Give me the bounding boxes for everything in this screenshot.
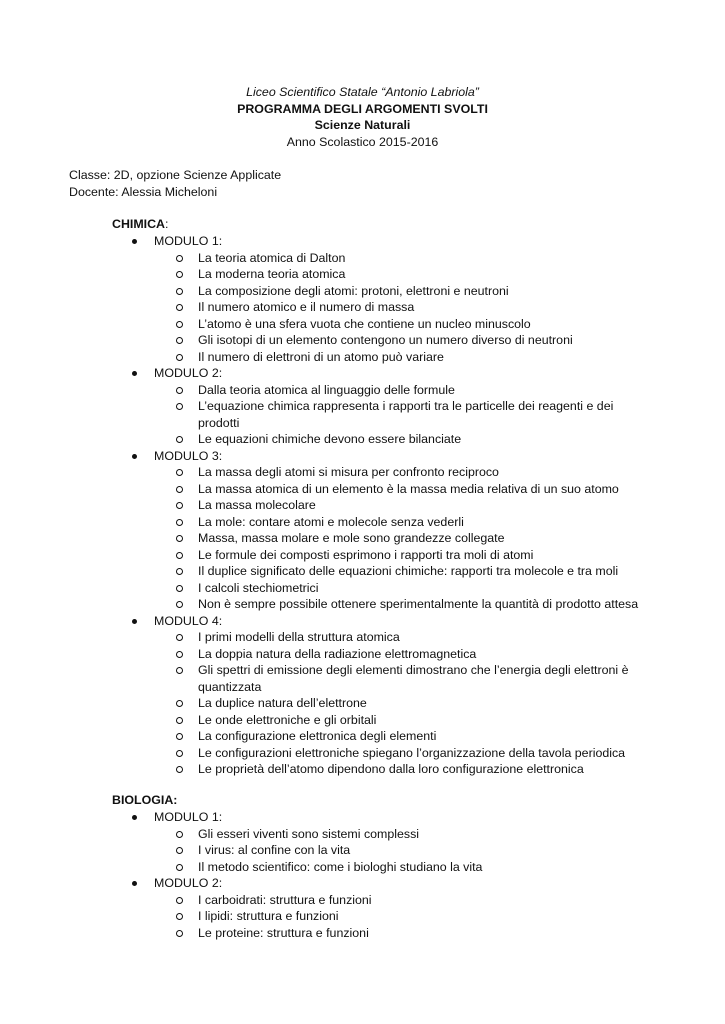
topic-text: Il duplice significato delle equazioni chimiche: rapporti tra molecole e tra moli	[198, 564, 619, 578]
topic-item	[0, 892, 725, 909]
topic-text: Massa, massa molare e mole sono grandezze collegate	[198, 531, 505, 545]
module-label: MODULO 1:	[154, 234, 223, 248]
topic-text: Le equazioni chimiche devono essere bilanciate	[198, 432, 462, 446]
bullet-icon	[132, 371, 137, 376]
topic-text: Gli spettri di emissione degli elementi dimostrano che l’energia degli elettroni è quantizzata	[198, 663, 629, 694]
topic-item	[0, 299, 725, 316]
module-row	[0, 875, 725, 892]
chimica-heading-colon: :	[165, 217, 169, 231]
topic-text: L’atomo è una sfera vuota che contiene un nucleo minuscolo	[198, 316, 531, 331]
topic-text: I virus: al confine con la vita	[198, 843, 351, 857]
topic-item	[0, 842, 725, 859]
topic-item	[0, 547, 725, 564]
topic-text: La massa molecolare	[198, 498, 316, 512]
topic-item	[0, 332, 725, 349]
circle-bullet-icon	[176, 847, 183, 854]
topic-text: La configurazione elettronica degli elementi	[198, 729, 437, 743]
topic-text: I primi modelli della struttura atomica	[198, 630, 400, 644]
topic-item	[0, 464, 725, 481]
topic-item	[0, 316, 725, 333]
topic-item	[0, 925, 725, 942]
topic-item	[0, 596, 725, 613]
circle-bullet-icon	[176, 750, 183, 757]
circle-bullet-icon	[176, 733, 183, 740]
school-year: Anno Scolastico 2015-2016	[286, 134, 439, 149]
circle-bullet-icon	[176, 321, 183, 328]
chimica-module-list	[0, 233, 725, 778]
module-label: MODULO 2:	[154, 366, 223, 380]
topic-item	[0, 745, 725, 762]
circle-bullet-icon	[176, 436, 183, 443]
topic-item	[0, 250, 725, 267]
topic-text: La moderna teoria atomica	[198, 267, 346, 281]
circle-bullet-icon	[176, 387, 183, 394]
topic-item	[0, 497, 725, 514]
module-row	[0, 365, 725, 382]
topic-text: Le formule dei composti esprimono i rapporti tra moli di atomi	[198, 547, 534, 562]
document-title: PROGRAMMA DEGLI ARGOMENTI SVOLTI	[237, 101, 488, 116]
topic-item	[0, 580, 725, 597]
circle-bullet-icon	[176, 717, 183, 724]
topic-text: La doppia natura della radiazione elettromagnetica	[198, 646, 477, 661]
topic-item	[0, 431, 725, 448]
bullet-icon	[132, 454, 137, 459]
topic-text: La composizione degli atomi: protoni, elettroni e neutroni	[198, 283, 509, 298]
topic-text: Il numero di elettroni di un atomo può variare	[198, 349, 444, 364]
topic-item	[0, 530, 725, 547]
circle-bullet-icon	[176, 255, 183, 262]
circle-bullet-icon	[176, 766, 183, 773]
topic-item	[0, 283, 725, 300]
module-label: MODULO 1:	[154, 810, 223, 824]
circle-bullet-icon	[176, 601, 183, 608]
topic-text: L’equazione chimica rappresenta i rapporti tra le particelle dei reagenti e dei prodotti	[198, 399, 614, 430]
topic-text: Le onde elettroniche e gli orbitali	[198, 712, 377, 727]
topic-text: Non è sempre possibile ottenere sperimentalmente la quantità di prodotto attesa	[198, 597, 639, 611]
bullet-icon	[132, 881, 137, 886]
topic-item	[0, 662, 725, 695]
topic-text: Le configurazioni elettroniche spiegano l’organizzazione della tavola periodica	[198, 745, 626, 760]
topic-text: Gli isotopi di un elemento contengono un numero diverso di neutroni	[198, 333, 573, 347]
topic-item	[0, 826, 725, 843]
circle-bullet-icon	[176, 535, 183, 542]
topic-text: La duplice natura dell’elettrone	[198, 696, 367, 710]
topic-item	[0, 695, 725, 712]
topic-text: La mole: contare atomi e molecole senza vederli	[198, 514, 464, 529]
circle-bullet-icon	[176, 519, 183, 526]
module-row	[0, 809, 725, 826]
topic-text: I lipidi: struttura e funzioni	[198, 909, 339, 923]
module-row	[0, 448, 725, 465]
topic-item	[0, 382, 725, 399]
document-header	[0, 84, 725, 150]
biologia-module-list	[0, 809, 725, 941]
circle-bullet-icon	[176, 469, 183, 476]
topic-item	[0, 712, 725, 729]
circle-bullet-icon	[176, 700, 183, 707]
topic-item	[0, 908, 725, 925]
module-row	[0, 233, 725, 250]
class-info	[69, 167, 281, 200]
circle-bullet-icon	[176, 930, 183, 937]
topic-item	[0, 349, 725, 366]
biologia-heading-label: BIOLOGIA:	[112, 793, 178, 807]
topic-text: La massa atomica di un elemento è la massa media relativa di un suo atomo	[198, 481, 619, 496]
module-label: MODULO 3:	[154, 448, 223, 463]
module-label: MODULO 4:	[154, 613, 223, 628]
topic-item	[0, 761, 725, 778]
circle-bullet-icon	[176, 304, 183, 311]
circle-bullet-icon	[176, 486, 183, 493]
topic-text: Le proteine: struttura e funzioni	[198, 925, 369, 940]
class-line: Classe: 2D, opzione Scienze Applicate	[69, 168, 282, 182]
chimica-heading-label: CHIMICA	[112, 217, 165, 231]
circle-bullet-icon	[176, 568, 183, 575]
topic-text: Il numero atomico e il numero di massa	[198, 300, 415, 314]
topic-item	[0, 859, 725, 876]
topic-text: I calcoli stechiometrici	[198, 580, 319, 595]
topic-item	[0, 481, 725, 498]
topic-item	[0, 728, 725, 745]
subject-name: Scienze Naturali	[314, 118, 411, 132]
circle-bullet-icon	[176, 337, 183, 344]
circle-bullet-icon	[176, 897, 183, 904]
circle-bullet-icon	[176, 913, 183, 920]
topic-item	[0, 266, 725, 283]
bullet-icon	[132, 239, 137, 244]
module-label: MODULO 2:	[154, 876, 223, 890]
circle-bullet-icon	[176, 354, 183, 361]
circle-bullet-icon	[176, 651, 183, 658]
topic-text: Gli esseri viventi sono sistemi complessi	[198, 826, 420, 841]
circle-bullet-icon	[176, 634, 183, 641]
bullet-icon	[132, 815, 137, 820]
topic-item	[0, 629, 725, 646]
circle-bullet-icon	[176, 864, 183, 871]
school-name: Liceo Scientifico Statale “Antonio Labriola”	[246, 85, 479, 99]
topic-item	[0, 514, 725, 531]
topic-item	[0, 398, 725, 431]
circle-bullet-icon	[176, 552, 183, 559]
circle-bullet-icon	[176, 403, 183, 410]
chimica-heading	[112, 216, 168, 233]
topic-text: Dalla teoria atomica al linguaggio delle formule	[198, 382, 455, 397]
circle-bullet-icon	[176, 288, 183, 295]
circle-bullet-icon	[176, 831, 183, 838]
topic-text: La massa degli atomi si misura per confronto reciproco	[198, 465, 499, 479]
topic-text: Il metodo scientifico: come i biologhi studiano la vita	[198, 859, 483, 874]
topic-text: Le proprietà dell’atomo dipendono dalla loro configurazione elettronica	[198, 762, 584, 776]
circle-bullet-icon	[176, 271, 183, 278]
circle-bullet-icon	[176, 502, 183, 509]
topic-text: La teoria atomica di Dalton	[198, 250, 346, 265]
topic-item	[0, 646, 725, 663]
topic-text: I carboidrati: struttura e funzioni	[198, 892, 372, 907]
teacher-line: Docente: Alessia Micheloni	[69, 184, 218, 199]
module-row	[0, 613, 725, 630]
bullet-icon	[132, 619, 137, 624]
biologia-heading	[112, 792, 177, 809]
circle-bullet-icon	[176, 585, 183, 592]
circle-bullet-icon	[176, 667, 183, 674]
topic-item	[0, 563, 725, 580]
